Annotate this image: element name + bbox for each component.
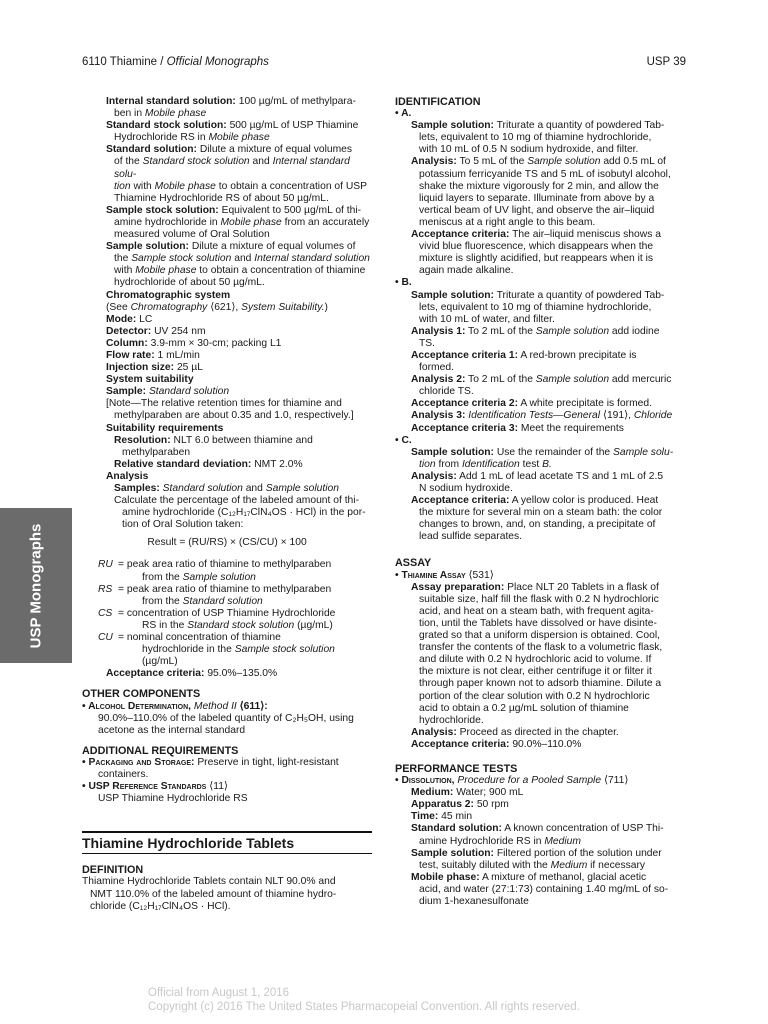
header-prefix: 6110 Thiamine /: [82, 56, 167, 68]
other-components-heading: OTHER COMPONENTS: [82, 688, 201, 701]
packaging-cont: containers.: [98, 768, 149, 780]
header-italic: Official Monographs: [166, 56, 269, 68]
ident-a-sample-2: lets, equivalent to 10 mg of thiamine hydrochloride,: [419, 132, 652, 144]
analysis-calc-1: Calculate the percentage of the labeled amount of thi-: [114, 495, 359, 507]
chrom-mode: Mode: LC: [106, 313, 153, 325]
ident-b-analysis-3: Analysis 3: Identification Tests—General ⟨191⟩, Chloride: [411, 410, 673, 422]
monograph-title: Thiamine Hydrochloride Tablets: [82, 831, 372, 854]
chrom-see: (See Chromatography ⟨621⟩, System Suitability.): [106, 301, 328, 313]
footer: [148, 986, 580, 1014]
ident-c-acceptance-4: lead sulfide separates.: [419, 531, 523, 543]
ident-a-analysis-2: potassium ferricyanide TS and 5 mL of isobutyl alcohol,: [419, 168, 671, 180]
assay-prep-6: transfer the contents of the flask to a volumetric flask,: [419, 642, 663, 654]
dissolution: • Dissolution, Procedure for a Pooled Sample ⟨711⟩: [395, 775, 629, 787]
assay-prep-10: portion of the clear solution with 0.2 N hydrochloric: [419, 690, 650, 702]
analysis-calc-3: tion of Oral Solution taken:: [122, 519, 244, 531]
ident-b-sample: Sample solution: Triturate a quantity of powdered Tab-: [411, 289, 665, 301]
running-header-right: USP 39: [646, 56, 686, 68]
side-tab: [0, 508, 72, 663]
assay-prep-4: tion, until the Tablets have dissolved or have disinte-: [419, 617, 657, 629]
perf-std-solution-2: amine Hydrochloride RS in Medium: [419, 835, 581, 847]
chrom-system-heading: Chromatographic system: [106, 289, 231, 301]
assay-prep-12: hydrochloride.: [419, 714, 484, 726]
suitability-note-2: methylparaben are about 0.35 and 1.0, respectively.]: [114, 410, 354, 422]
alcohol-determination: • Alcohol Determination, Method II ⟨611⟩:: [82, 700, 268, 712]
def-cu: CU = nominal concentration of thiamine hydrochloride in the Sample stock solution (µg/mL): [98, 632, 335, 668]
ident-a-acceptance-3: mixture is slightly acidified, but reappears when it is: [419, 253, 654, 265]
definition-l2: NMT 110.0% of the labeled amount of thiamine hydro-: [90, 888, 337, 900]
identification-heading: IDENTIFICATION: [395, 96, 481, 108]
def-rs: RS = peak area ratio of thiamine to methylparaben from the Standard solution: [98, 583, 332, 607]
ident-c-analysis-2: N sodium hydroxide.: [419, 483, 513, 494]
ident-b-acceptance-2: Acceptance criteria 2: A white precipitate is formed.: [411, 398, 652, 410]
mobile-phase-3: dium 1-hexanesulfonate: [419, 896, 529, 907]
side-tab-label: USP Monographs: [27, 523, 45, 648]
footer-official: Official from August 1, 2016: [148, 987, 290, 999]
result-formula: Result = (RU/RS) × (CS/CU) × 100: [147, 537, 307, 549]
def-cs: CS = concentration of USP Thiamine Hydrochloride RS in the Standard stock solution (µg/mL): [98, 607, 336, 631]
performance-tests-heading: PERFORMANCE TESTS: [395, 762, 518, 775]
resolution-cont: methylparaben: [122, 446, 191, 458]
footer-copyright: Copyright (c) 2016 The United States Pharmacopeial Convention. All rights reserved.: [148, 1001, 580, 1013]
running-header-left: [82, 56, 269, 68]
perf-sample-solution-2: test, suitably diluted with the Medium if necessary: [419, 859, 646, 871]
usp-ref-value: USP Thiamine Hydrochloride RS: [98, 793, 248, 805]
ident-b-acceptance-3: Acceptance criteria 3: Meet the requirements: [411, 422, 624, 434]
additional-req-heading: ADDITIONAL REQUIREMENTS: [82, 744, 239, 757]
definition-heading: DEFINITION: [82, 864, 144, 877]
std-solution-l2: of the Standard stock solution and Internal standard solu-: [114, 156, 350, 180]
system-suitability-heading: System suitability: [106, 374, 194, 386]
alcohol-text-2: acetone as the internal standard: [98, 724, 246, 736]
thiamine-assay: • Thiamine Assay ⟨531⟩: [395, 569, 494, 581]
ident-a-sample: Sample solution: Triturate a quantity of powdered Tab-: [411, 120, 665, 132]
ident-b-acceptance-1: Acceptance criteria 1: A red-brown precipitate is: [411, 349, 637, 361]
std-solution-l4: Thiamine Hydrochloride RS of about 50 µg/mL.: [114, 192, 329, 204]
analysis-calc-2: amine hydrochloride (C₁₂H₁₇ClN₄OS · HCl) in the por-: [122, 507, 366, 519]
internal-std-solution: Internal standard solution: 100 µg/mL of methylpara-: [106, 96, 356, 107]
sample-solution-l4: hydrochloride of about 50 µg/mL.: [114, 277, 265, 289]
apparatus: Apparatus 2: 50 rpm: [411, 799, 509, 811]
ident-a-analysis-3: shake the mixture vigorously for 2 min, and allow the: [419, 180, 659, 192]
ident-b-acceptance-1-cont: formed.: [419, 362, 454, 374]
packaging-storage: • Packaging and Storage: Preserve in tight, light-resistant: [82, 756, 339, 768]
ident-c-analysis: Analysis: Add 1 mL of lead acetate TS and 1 mL of 2.5: [411, 470, 664, 482]
assay-prep-8: the mixture is not clear, either centrifuge it or filter it: [419, 666, 652, 678]
internal-std-cont: ben in Mobile phase: [114, 108, 207, 120]
sample-solution-l3: with Mobile phase to obtain a concentration of thiamine: [114, 265, 366, 277]
suitability-req-heading: Suitability requirements: [106, 422, 224, 434]
right-column: [395, 96, 691, 908]
assay-prep-3: acid, and heat on a steam bath, with frequent agita-: [419, 605, 654, 617]
ident-b-sample-3: with 10 mL of water, and filter.: [419, 313, 555, 325]
mobile-phase: Mobile phase: A mixture of methanol, glacial acetic: [411, 871, 647, 883]
left-column: [82, 96, 372, 913]
ident-a-bullet: • A.: [395, 108, 412, 120]
analysis-samples: Samples: Standard solution and Sample solution: [114, 483, 339, 494]
sample-solution: Sample solution: Dilute a mixture of equal volumes of: [106, 241, 356, 253]
ident-a-acceptance-2: vivid blue fluorescence, which disappears when the: [419, 241, 654, 253]
mobile-phase-2: acid, and water (27:1:73) containing 1.40 mg/mL of so-: [419, 883, 669, 895]
assay-prep-7: and dilute with 0.2 N hydrochloric acid to volume. If: [419, 654, 652, 666]
ident-a-acceptance: Acceptance criteria: The air–liquid meniscus shows a: [411, 229, 661, 241]
resolution: Resolution: NLT 6.0 between thiamine and: [114, 434, 313, 446]
rsd: Relative standard deviation: NMT 2.0%: [114, 458, 303, 470]
ident-b-analysis-1: Analysis 1: To 2 mL of the Sample solution add iodine: [411, 325, 660, 337]
perf-std-solution: Standard solution: A known concentration of USP Thi-: [411, 823, 664, 835]
std-stock-cont: Hydrochloride RS in Mobile phase: [114, 132, 270, 144]
ident-b-analysis-1-cont: TS.: [419, 337, 436, 349]
ident-c-acceptance-2: the mixture for several min on a steam bath: the color: [419, 507, 663, 519]
analysis-heading: Analysis: [106, 470, 149, 482]
definition-l1: Thiamine Hydrochloride Tablets contain NLT 90.0% and: [82, 876, 336, 888]
assay-prep-9: through paper known not to adsorb thiamine. Dilute a: [419, 678, 662, 690]
assay-prep-2: suitable size, half fill the flask with 0.2 N hydrochloric: [419, 593, 659, 605]
chrom-column: Column: 3.9-mm × 30-cm; packing L1: [106, 337, 282, 349]
definitions: [82, 559, 372, 668]
ident-c-bullet: • C.: [395, 434, 412, 446]
ident-c-acceptance-3: changes to brown, and, on standing, a precipitate of: [419, 519, 656, 531]
ident-c-sample: Sample solution: Use the remainder of the Sample solu-: [411, 446, 674, 458]
definition-l3: chloride (C₁₂H₁₇ClN₄OS · HCl).: [90, 900, 231, 912]
perf-sample-solution: Sample solution: Filtered portion of the solution under: [411, 847, 662, 859]
chrom-detector: Detector: UV 254 nm: [106, 325, 206, 337]
medium: Medium: Water; 900 mL: [411, 787, 524, 799]
ident-a-acceptance-4: again made alkaline.: [419, 265, 514, 277]
suitability-note-1: [Note—The relative retention times for thiamine and: [106, 398, 342, 410]
def-ru: RU = peak area ratio of thiamine to methylparaben from the Sample solution: [98, 559, 332, 583]
std-solution-l3: tion with Mobile phase to obtain a concentration of USP: [114, 180, 368, 192]
alcohol-text-1: 90.0%–110.0% of the labeled quantity of C₂H₅OH, using: [98, 712, 354, 724]
std-solution: Standard solution: Dilute a mixture of equal volumes: [106, 144, 353, 156]
assay-prep-11: acid to obtain a 0.2 µg/mL solution of thiamine: [419, 702, 629, 714]
usp-ref-standards: • USP Reference Standards ⟨11⟩: [82, 781, 228, 793]
ident-c-acceptance: Acceptance criteria: A yellow color is produced. Heat: [411, 495, 659, 507]
ident-a-sample-3: with 10 mL of 0.5 N sodium hydroxide, and filter.: [419, 144, 639, 156]
ident-a-analysis-4: liquid layers to separate. Illuminate from above by a: [419, 192, 655, 204]
assay-analysis: Analysis: Proceed as directed in the chapter.: [411, 726, 619, 738]
assay-acceptance: Acceptance criteria: 90.0%–110.0%: [411, 738, 582, 750]
ident-a-analysis: Analysis: To 5 mL of the Sample solution add 0.5 mL of: [411, 156, 666, 168]
chrom-flow: Flow rate: 1 mL/min: [106, 349, 200, 361]
chrom-injection: Injection size: 25 µL: [106, 362, 203, 374]
sample-solution-l2: the Sample stock solution and Internal standard solution: [114, 253, 370, 265]
sample-stock-l3: measured volume of Oral Solution: [114, 229, 270, 241]
ident-b-analysis-2: Analysis 2: To 2 mL of the Sample solution add mercuric: [411, 374, 672, 386]
ident-a-analysis-5: vertical beam of UV light, and observe the air–liquid: [419, 204, 655, 216]
assay-prep: Assay preparation: Place NLT 20 Tablets in a flask of: [411, 581, 659, 593]
acceptance-criteria: Acceptance criteria: 95.0%–135.0%: [106, 668, 278, 680]
time: Time: 45 min: [411, 811, 473, 823]
std-stock-solution: Standard stock solution: 500 µg/mL of USP Thiamine: [106, 120, 359, 132]
ident-b-analysis-2-cont: chloride TS.: [419, 386, 474, 398]
sample-stock-l2: amine hydrochloride in Mobile phase from an accurately: [114, 216, 370, 228]
sample-stock-solution: Sample stock solution: Equivalent to 500 µg/mL of thi-: [106, 204, 362, 216]
ident-a-analysis-6: meniscus at a right angle to this beam.: [419, 216, 596, 228]
ident-b-sample-2: lets, equivalent to 10 mg of thiamine hydrochloride,: [419, 301, 652, 313]
assay-heading: ASSAY: [395, 557, 432, 570]
suitability-sample: Sample: Standard solution: [106, 386, 230, 398]
ident-b-bullet: • B.: [395, 277, 412, 289]
ident-c-sample-2: tion from Identification test B.: [419, 458, 552, 470]
assay-prep-5: grated so that a uniform dispersion is obtained. Cool,: [419, 630, 660, 642]
